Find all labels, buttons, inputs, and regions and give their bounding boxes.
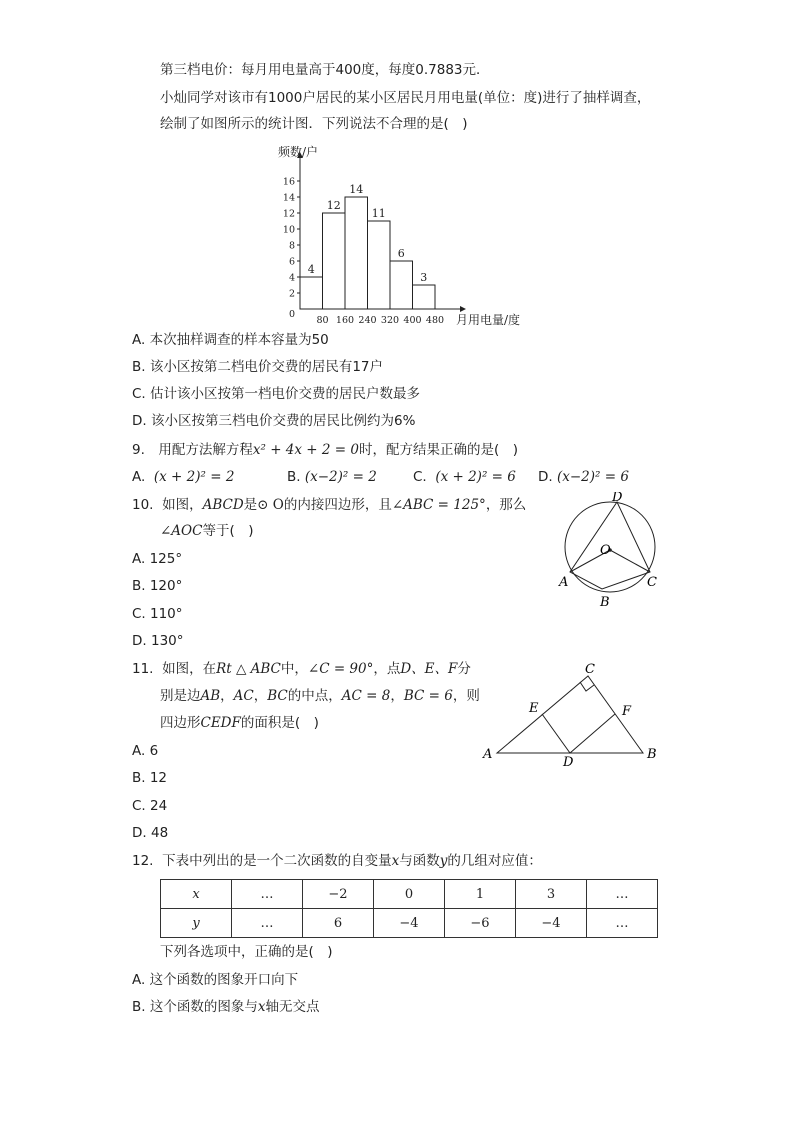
q11-math: BC = 6 xyxy=(403,688,453,704)
q11-option-a[interactable]: A. 6 xyxy=(132,743,159,759)
q12-text: 下表中列出的是一个二次函数的自变量 xyxy=(162,853,392,869)
q11-triangle-figure xyxy=(480,658,665,768)
q11-text: ， xyxy=(220,688,234,704)
bar-value-label: 4 xyxy=(307,263,315,276)
histogram-chart xyxy=(260,140,540,335)
q10-number: 10. xyxy=(132,497,154,513)
q10-text: 是 xyxy=(243,497,258,513)
q12-math: y xyxy=(439,853,448,869)
q9-option-a-math: (x + 2)² = 2 xyxy=(153,469,235,485)
right-angle-mark xyxy=(580,682,594,691)
q11-math: CEDF xyxy=(200,715,241,731)
q11-option-c[interactable]: C. 24 xyxy=(132,798,168,814)
bar-value-label: 11 xyxy=(371,207,386,220)
q11-text: ， xyxy=(390,688,404,704)
q11-math: BC xyxy=(267,688,288,704)
q11-text: 中， xyxy=(280,661,308,677)
x-tick-label: 80 xyxy=(316,315,329,326)
q9-option-c-math: (x + 2)² = 6 xyxy=(435,469,516,485)
q11-text: ，点 xyxy=(373,661,401,677)
label-e: E xyxy=(529,701,539,716)
label-a: A xyxy=(483,747,493,762)
q10-circle-figure xyxy=(555,492,665,617)
q11-text: 如图，在 xyxy=(162,661,217,677)
q12-option-b-text: B. 这个函数的图象与 xyxy=(132,999,258,1015)
q11-option-d[interactable]: D. 48 xyxy=(132,825,169,841)
q9-text-pre: 9. 用配方法解方程 xyxy=(132,442,253,458)
q11-text: 分 xyxy=(457,661,471,677)
q10-math: ABCD xyxy=(202,497,244,513)
q9-option-c-label: C. xyxy=(413,469,427,485)
q11-math: AB xyxy=(200,688,221,704)
q12-option-b-math: x xyxy=(257,999,266,1015)
histogram-bar xyxy=(300,277,323,309)
q9-option-a-label: A. xyxy=(132,469,146,485)
q8-line1: 第三档电价：每月用电量高于400度，每度0.7883元． xyxy=(160,62,490,78)
q11-stem-line3 xyxy=(160,713,319,733)
q9-option-c[interactable] xyxy=(413,467,516,487)
q12-option-a[interactable]: A. 这个函数的图象开口向下 xyxy=(132,972,299,988)
q11-text: 别是边 xyxy=(160,688,201,704)
q10-math: ∠ABC = 125° xyxy=(391,497,486,513)
table-cell: −4 xyxy=(374,909,445,938)
y-tick-label: 8 xyxy=(288,240,295,252)
histogram-bar xyxy=(368,221,391,309)
label-d: D xyxy=(563,755,574,768)
q9-option-a[interactable] xyxy=(132,467,234,487)
x-tick-label: 160 xyxy=(335,315,355,326)
q11-stem-line1 xyxy=(132,659,471,679)
table-cell: … xyxy=(232,909,303,938)
q10-text: 如图， xyxy=(162,497,203,513)
q10-text: 的内接四边形，且 xyxy=(283,497,392,513)
q11-math: D、E、F xyxy=(400,661,458,677)
y-axis-title: 频数/户 xyxy=(278,145,319,159)
segment-oc xyxy=(610,550,650,572)
q11-math: ∠C = 90° xyxy=(307,661,374,677)
label-a: A xyxy=(559,575,569,590)
table-cell: … xyxy=(587,909,658,938)
q12-text: 与函数 xyxy=(399,853,440,869)
q12-text: 的几组对应值： xyxy=(447,853,542,869)
q9-option-b[interactable] xyxy=(287,467,377,487)
q11-text: ，则 xyxy=(452,688,480,704)
table-cell: … xyxy=(232,880,303,909)
q9-equation: x² + 4x + 2 = 0 xyxy=(252,442,359,458)
histogram-bar xyxy=(413,285,436,309)
x-tick-label: 480 xyxy=(425,315,445,326)
x-tick-label: 240 xyxy=(358,315,377,326)
q10-option-b[interactable]: B. 120° xyxy=(132,578,183,594)
q12-option-b-text: 轴无交点 xyxy=(265,999,320,1015)
histogram-bar xyxy=(390,261,413,309)
x-axis-arrow xyxy=(460,306,466,312)
quad-edges-ed-df xyxy=(542,714,615,753)
q10-text: 等于( ) xyxy=(202,523,254,539)
q11-math: AC xyxy=(233,688,254,704)
q9-option-d-label: D. xyxy=(538,469,553,485)
q8-line2: 小灿同学对该市有1000户居民的某小区居民月用电量(单位：度)进行了抽样调查， xyxy=(160,90,651,106)
q11-text: 的中点， xyxy=(287,688,342,704)
y-tick-label: 4 xyxy=(288,272,295,284)
bar-value-label: 12 xyxy=(326,199,341,212)
table-cell: 3 xyxy=(516,880,587,909)
y-tick-label: 2 xyxy=(288,288,295,300)
q8-option-d[interactable]: D. 该小区按第三档电价交费的居民比例约为6% xyxy=(132,413,416,429)
q9-option-d-math: (x−2)² = 6 xyxy=(556,469,629,485)
y-tick-label: 12 xyxy=(282,208,295,220)
q11-text: ， xyxy=(253,688,268,704)
q10-text: ，那么 xyxy=(485,497,527,513)
bar-value-label: 6 xyxy=(397,247,405,260)
q11-text: 的面积是( ) xyxy=(240,715,319,731)
q9-option-d[interactable] xyxy=(538,467,629,487)
q12-value-table xyxy=(160,879,658,938)
histogram-bar xyxy=(345,197,368,309)
label-f: F xyxy=(622,704,632,719)
origin-label: 0 xyxy=(288,309,296,320)
histogram-bar xyxy=(323,213,346,309)
q12-after-text: 下列各选项中，正确的是( ) xyxy=(160,944,333,960)
label-c: C xyxy=(585,662,595,677)
q11-text: 四边形 xyxy=(160,715,201,731)
table-cell: 1 xyxy=(445,880,516,909)
table-cell: −2 xyxy=(303,880,374,909)
q10-math: ∠AOC xyxy=(160,523,203,539)
table-cell: 0 xyxy=(374,880,445,909)
q12-option-b[interactable] xyxy=(132,997,319,1017)
q10-option-c[interactable]: C. 110° xyxy=(132,606,183,622)
x-tick-label: 320 xyxy=(380,315,400,326)
y-tick-label: 16 xyxy=(282,176,295,188)
table-cell: −6 xyxy=(445,909,516,938)
label-d: D xyxy=(612,492,623,505)
q8-option-b[interactable]: B. 该小区按第二档电价交费的居民有17户 xyxy=(132,359,384,375)
q10-stem-line1 xyxy=(132,495,526,515)
y-tick-label: 6 xyxy=(288,256,295,268)
q11-math: Rt △ ABC xyxy=(216,661,281,677)
table-cell: −4 xyxy=(516,909,587,938)
table-cell: 6 xyxy=(303,909,374,938)
q9-stem xyxy=(132,440,518,460)
y-tick-label: 10 xyxy=(282,224,295,236)
label-b: B xyxy=(647,747,657,762)
q8-option-a[interactable]: A. 本次抽样调查的样本容量为50 xyxy=(132,332,329,348)
q12-math: x xyxy=(391,853,400,869)
table-row-x xyxy=(161,880,658,909)
bar-value-label: 14 xyxy=(349,183,364,196)
q12-number: 12. xyxy=(132,853,154,869)
q8-option-c[interactable]: C. 估计该小区按第一档电价交费的居民户数最多 xyxy=(132,386,421,402)
q10-math: ⊙ O xyxy=(257,497,284,513)
q10-option-d[interactable]: D. 130° xyxy=(132,633,184,649)
q9-text-post: 时，配方结果正确的是( ) xyxy=(358,442,519,458)
q11-number: 11. xyxy=(132,661,154,677)
q8-line3: 绘制了如图所示的统计图．下列说法不合理的是( ) xyxy=(160,116,468,132)
table-cell: … xyxy=(587,880,658,909)
label-o: O xyxy=(600,543,611,558)
q9-option-b-math: (x−2)² = 2 xyxy=(304,469,377,485)
q9-option-b-label: B. xyxy=(287,469,301,485)
table-cell: x xyxy=(161,880,232,909)
q11-math: AC = 8 xyxy=(341,688,391,704)
q10-option-a[interactable]: A. 125° xyxy=(132,551,183,567)
bar-value-label: 3 xyxy=(420,271,428,284)
q10-stem-line2 xyxy=(160,521,254,541)
q11-option-b[interactable]: B. 12 xyxy=(132,770,168,786)
label-b: B xyxy=(600,595,610,610)
x-tick-label: 400 xyxy=(403,315,422,326)
label-c: C xyxy=(647,575,657,590)
table-row-y xyxy=(161,909,658,938)
table-cell: y xyxy=(161,909,232,938)
q11-stem-line2 xyxy=(160,686,480,706)
y-tick-label: 14 xyxy=(282,192,295,204)
q12-stem xyxy=(132,851,542,871)
x-axis-title: 月用电量/度 xyxy=(456,313,521,327)
